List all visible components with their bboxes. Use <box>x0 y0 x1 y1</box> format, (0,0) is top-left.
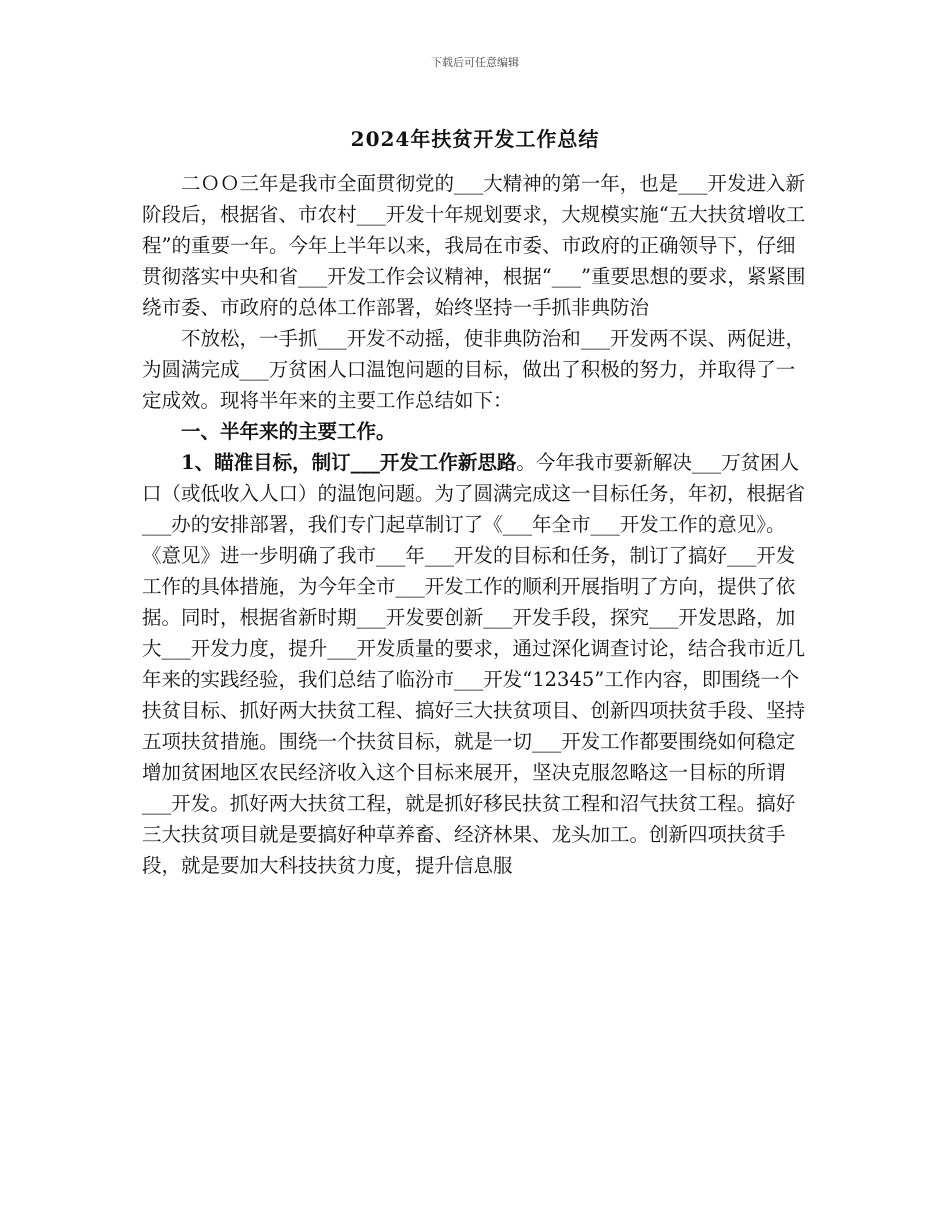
paragraph-item-1 <box>142 447 812 881</box>
document-title: 2024年扶贫开发工作总结 <box>350 127 600 151</box>
document-body <box>142 168 812 881</box>
paragraph-continuation: 不放松，一手抓___开发不动摇，使非典防治和___开发两不误、两促进，为圆满完成___万贫困人口温饱问题的目标，做出了积极的努力，并取得了一定成效。现将半年来的主要工作总结如下： <box>142 327 806 412</box>
page-header-note: 下载后可任意编辑 <box>431 56 519 69</box>
section-heading: 一、半年来的主要工作。 <box>181 420 396 443</box>
item-1-text: 。今年我市要新解决___万贫困人口（或低收入人口）的温饱问题。为了圆满完成这一目标任务，年初，根据省___办的安排部署，我们专门起草制订了《___年全市___开发工作的意见》。《意见》进一步明确了我市___年___开发的目标和任务，制订了搞好___开发工作的具体措施，为今年全市___开发工作的顺利开展指明了方向，提供了依据。同时，根据省新时期___开发要创新___开发手段，探究___开发思路，加大___开发力度，提升___开发质量的要求，通过深化调查讨论，结合我市近几年来的实践经验，我们总结了临汾市___开发“12345”工作内容，即围绕一个扶贫目标、抓好两大扶贫工程、搞好三大扶贫项目、创新四项扶贫手段、坚持五项扶贫措施。围绕一个扶贫目标，就是一切___开发工作都要围绕如何稳定增加贫困地区农民经济收入这个目标来展开，坚决克服忽略这一目标的所谓___开发。抓好两大扶贫工程，就是抓好移民扶贫工程和沼气扶贫工程。搞好三大扶贫项目就是要搞好种草养畜、经济林果、龙头加工。创新四项扶贫手段，就是要加大科技扶贫力度，提升信息服 <box>142 451 806 877</box>
item-1-lead: 1、瞄准目标，制订___开发工作新思路 <box>181 451 517 474</box>
paragraph-intro: 二ＯＯ三年是我市全面贯彻党的___大精神的第一年，也是___开发进入新阶段后，根据省、市农村___开发十年规划要求，大规模实施“五大扶贫增收工程”的重要一年。今年上半年以来，我局在市委、市政府的正确领导下，仔细贯彻落实中央和省___开发工作会议精神，根据“___”重要思想的要求，紧紧围绕市委、市政府的总体工作部署，始终坚持一手抓非典防治 <box>142 172 806 319</box>
